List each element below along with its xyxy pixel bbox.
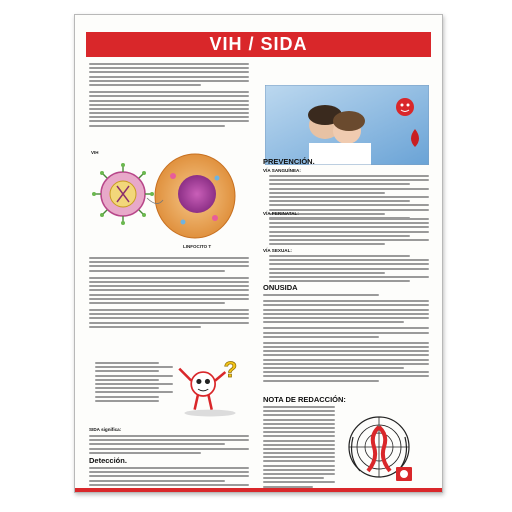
via-sanguinea-heading: VÍA SANGUÍNEA: xyxy=(263,168,301,173)
intro-paragraph xyxy=(89,63,249,129)
prevencion-heading: PREVENCIÓN. xyxy=(263,157,315,166)
poster xyxy=(74,14,443,493)
via-sexual-text xyxy=(263,255,429,284)
un-emblem xyxy=(338,407,420,487)
deteccion-heading: Detección. xyxy=(89,456,127,465)
symptoms-list xyxy=(89,362,181,404)
virus-illustration xyxy=(87,148,239,253)
bottom-bar xyxy=(75,488,442,492)
via-perinatal-text xyxy=(263,218,429,247)
nota-text xyxy=(263,406,335,490)
vih-label: VIH xyxy=(91,150,99,155)
svg-text:?: ? xyxy=(223,357,238,383)
sida-significa-heading: SIDA significa: xyxy=(89,427,122,432)
poster-title: VIH / SIDA xyxy=(209,34,308,54)
cartoon-illustration xyxy=(175,355,245,419)
onusida-text xyxy=(263,294,429,384)
sida-significa-text xyxy=(89,435,249,456)
via-sexual-heading: VÍA SEXUAL: xyxy=(263,248,292,253)
left-paragraph-2 xyxy=(89,257,249,330)
linfocito-label: LINFOCITO T xyxy=(183,244,212,249)
onusida-heading: ONUSIDA xyxy=(263,283,298,292)
nota-heading: NOTA DE REDACCIÓN: xyxy=(263,395,346,404)
couple-photo xyxy=(265,85,429,165)
title-bar xyxy=(86,32,431,57)
via-perinatal-heading: VÍA PERINATAL: xyxy=(263,211,299,216)
